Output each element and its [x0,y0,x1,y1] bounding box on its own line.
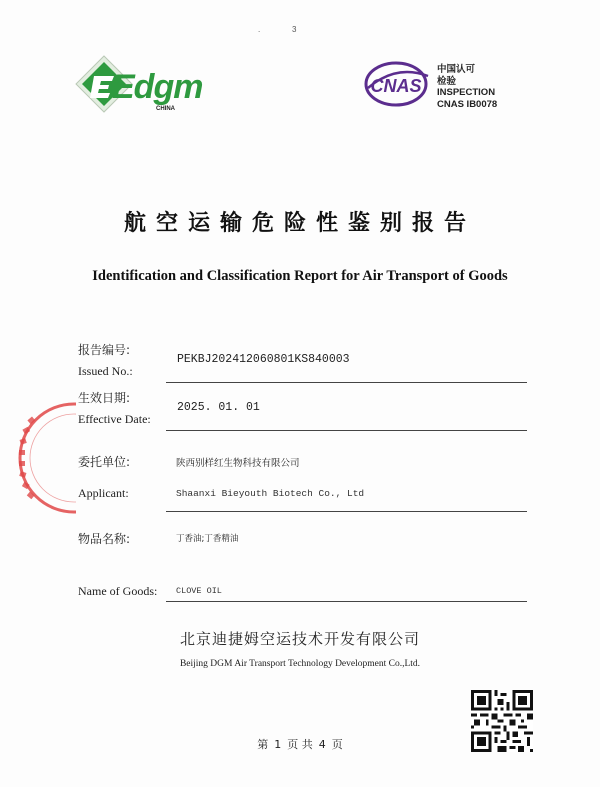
applicant-label-cn: 委托单位: [78,455,131,469]
report-no-value: PEKBJ202412060801KS840003 [177,353,350,366]
cnas-swoosh-icon [362,58,434,110]
current-page: 1 [274,738,282,751]
effective-date-label-cn: 生效日期: [78,391,131,405]
goods-label-en: Name of Goods: [78,584,158,598]
edgm-subtext: CHINA [156,106,175,112]
total-pages: 4 [318,738,326,751]
cnas-line: 检验 [437,75,457,87]
page-middle: 页 共 [287,738,313,751]
divider [166,601,527,602]
cnas-logo [362,58,434,110]
issuer-name-en: Beijing DGM Air Transport Technology Development Co.,Ltd. [179,659,421,669]
cnas-accreditation-text [437,64,497,110]
cnas-line: 中国认可 [437,64,476,75]
official-seal [10,402,76,514]
title-english: Identification and Classification Report for Air Transport of Goods [92,268,508,284]
scan-mark: 3 [292,25,297,34]
goods-value-cn: 丁香油;丁香精油 [176,534,239,544]
title-chinese: 航空运输危险性鉴别报告 [123,211,476,236]
svg-text:CNAS: CNAS [370,76,422,96]
report-no-label-cn: 报告编号: [78,343,131,357]
edgm-logo [74,50,204,120]
applicant-value-en: Shaanxi Bieyouth Biotech Co., Ltd [176,488,365,499]
divider [166,511,527,512]
cnas-line: INSPECTION [437,87,496,98]
effective-date-value: 2025. 01. 01 [177,401,260,414]
page-prefix: 第 [257,738,269,751]
edgm-brand-text: Edgm [112,68,203,106]
goods-value-en: CLOVE OIL [176,586,222,596]
report-no-label-en: Issued No.: [78,364,133,378]
applicant-value-cn: 陕西别样红生物科技有限公司 [176,458,300,469]
page-indicator [0,736,600,752]
divider [166,382,527,383]
divider [166,430,527,431]
issuer-name-cn: 北京迪捷姆空运技术开发有限公司 [179,630,420,648]
goods-label-cn: 物品名称: [78,532,131,546]
applicant-label-en: Applicant: [78,486,129,500]
effective-date-label-en: Effective Date: [78,412,151,426]
page-suffix: 页 [331,738,343,751]
scan-mark: . [258,25,261,34]
cnas-line: CNAS IB0078 [437,98,498,110]
seal-icon [10,402,76,514]
